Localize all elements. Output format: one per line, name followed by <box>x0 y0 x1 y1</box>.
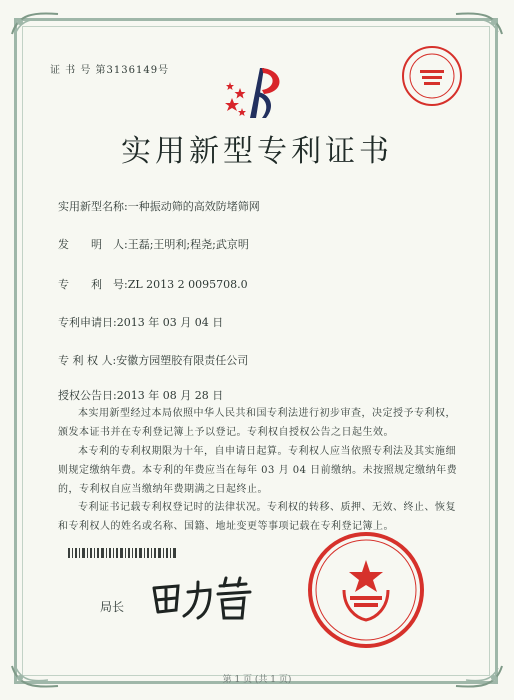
corner-ornament-icon <box>8 8 62 38</box>
field-inventors <box>58 236 249 252</box>
field-patentee <box>58 352 248 368</box>
paragraph-term: 本专利的专利权期限为十年，自申请日起算。专利权人应当依照专利法及其实施细则规定缴纳年费。本专利的年费应当在每年 03 月 04 日前缴纳。未按照规定缴纳年费的，专利权自应当缴纳年费期满之日起终止。 <box>58 446 458 495</box>
director-title: 局长 <box>100 600 125 614</box>
director-signature-icon <box>150 574 260 622</box>
field-value: 2013 年 03 月 04 日 <box>116 316 224 329</box>
field-value: ZL 2013 2 0095708.0 <box>127 278 248 291</box>
field-label: 授权公告日: <box>58 389 117 402</box>
anti-counterfeit-seal-icon <box>400 44 464 108</box>
certificate-number <box>50 61 169 76</box>
field-label: 专 利 权 人: <box>58 354 117 367</box>
field-value: 安徽方园塑胶有限责任公司 <box>116 354 249 367</box>
paragraph-legal-status: 专利证书记载专利权登记时的法律状况。专利权的转移、质押、无效、终止、恢复和专利权人的姓名或名称、国籍、地址变更等事项记载在专利登记簿上。 <box>58 502 456 532</box>
page-footer: 第 1 页 (共 1 页) <box>222 675 292 685</box>
field-value: 王磊;王明利;程尧;武京明 <box>127 238 249 251</box>
certificate-number-value: 第3136149号 <box>95 65 170 76</box>
certificate-number-label: 证 书 号 <box>50 65 92 76</box>
page-title: 实用新型专利证书 <box>121 134 393 169</box>
paragraph-grant: 本实用新型经过本局依照中华人民共和国专利法进行初步审查，决定授予专利权，颁发本证书并在专利登记簿上予以登记。专利权自授权公告之日起生效。 <box>58 408 456 438</box>
field-grant-date <box>58 387 223 403</box>
official-seal-icon <box>306 530 426 650</box>
field-utility-model-name <box>58 198 260 214</box>
field-label: 发 明 人: <box>58 238 128 251</box>
field-label: 专 利 号: <box>58 278 128 291</box>
barcode-icon <box>68 548 178 558</box>
field-label: 专利申请日: <box>58 316 117 329</box>
patent-office-emblem-icon <box>220 62 288 124</box>
field-application-date <box>58 314 223 330</box>
field-patent-number <box>58 276 248 292</box>
field-value: 一种振动筛的高效防堵筛网 <box>127 200 260 213</box>
field-value: 2013 年 08 月 28 日 <box>116 389 224 402</box>
corner-ornament-icon <box>452 8 506 38</box>
field-label: 实用新型名称: <box>58 200 128 213</box>
